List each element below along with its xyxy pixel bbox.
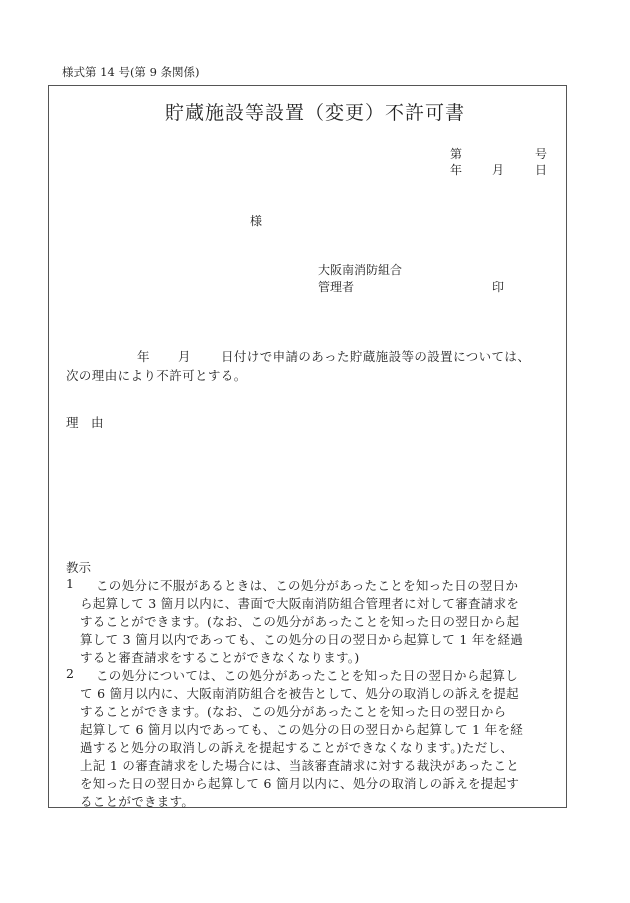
notice-item-2-line: ることができます。	[80, 794, 195, 809]
addressee-suffix: 様	[250, 214, 263, 228]
notice-item-1-line: この処分に不服があるときは、この処分があったことを知った日の翌日か	[96, 578, 519, 593]
notice-item-2-line: 過すると処分の取消しの訴えを提起することができなくなります。)ただし、	[80, 740, 514, 755]
reason-label: 理 由	[66, 415, 104, 430]
form-label: 様式第 14 号(第 9 条関係)	[62, 65, 200, 79]
notice-item-1-line: すると審査請求をすることができなくなります。)	[80, 650, 360, 665]
notice-item-1-line: 算して 3 箇月以内であっても、この処分の日の翌日から起算して 1 年を経過	[80, 632, 524, 647]
date-year: 年	[450, 163, 463, 177]
notice-item-2-line: 起算して 6 箇月以内であっても、この処分の日の翌日から起算して 1 年を経	[80, 722, 524, 737]
date-month: 月	[492, 163, 505, 177]
issuer-role: 管理者	[318, 280, 355, 294]
notice-heading: 教示	[66, 560, 92, 575]
issuer-organization: 大阪南消防組合	[318, 263, 403, 277]
body-month: 月	[178, 349, 191, 364]
notice-item-2-line: を知った日の翌日から起算して 6 箇月以内に、処分の取消しの訴えを提起す	[80, 776, 520, 791]
doc-number-suffix: 号	[535, 147, 548, 161]
notice-item-2-line: 上記 1 の審査請求をした場合には、当該審査請求に対する裁決があったこと	[80, 758, 520, 773]
body-line2-text: 次の理由により不許可とする。	[66, 368, 247, 383]
notice-item-1-number: 1	[66, 576, 74, 591]
notice-item-1-line: ら起算して 3 箇月以内に、書面で大阪南消防組合管理者に対して審査請求を	[80, 596, 520, 611]
seal-mark: 印	[492, 280, 505, 294]
date-day: 日	[535, 163, 548, 177]
notice-item-2-number: 2	[66, 666, 74, 681]
notice-item-2-line: この処分については、この処分があったことを知った日の翌日から起算し	[96, 668, 519, 683]
document-title: 貯蔵施設等設置（変更）不許可書	[164, 102, 465, 124]
notice-item-1-line: することができます。(なお、この処分があったことを知った日の翌日から起	[80, 614, 520, 629]
doc-number-prefix: 第	[450, 147, 463, 161]
body-year: 年	[137, 349, 150, 364]
body-line1-text: 日付けで申請のあった貯蔵施設等の設置については、	[221, 349, 531, 364]
notice-item-2-line: て 6 箇月以内に、大阪南消防組合を被告として、処分の取消しの訴えを提起	[80, 686, 519, 701]
notice-item-2-line: することができます。(なお、この処分があったことを知った日の翌日から	[80, 704, 507, 719]
